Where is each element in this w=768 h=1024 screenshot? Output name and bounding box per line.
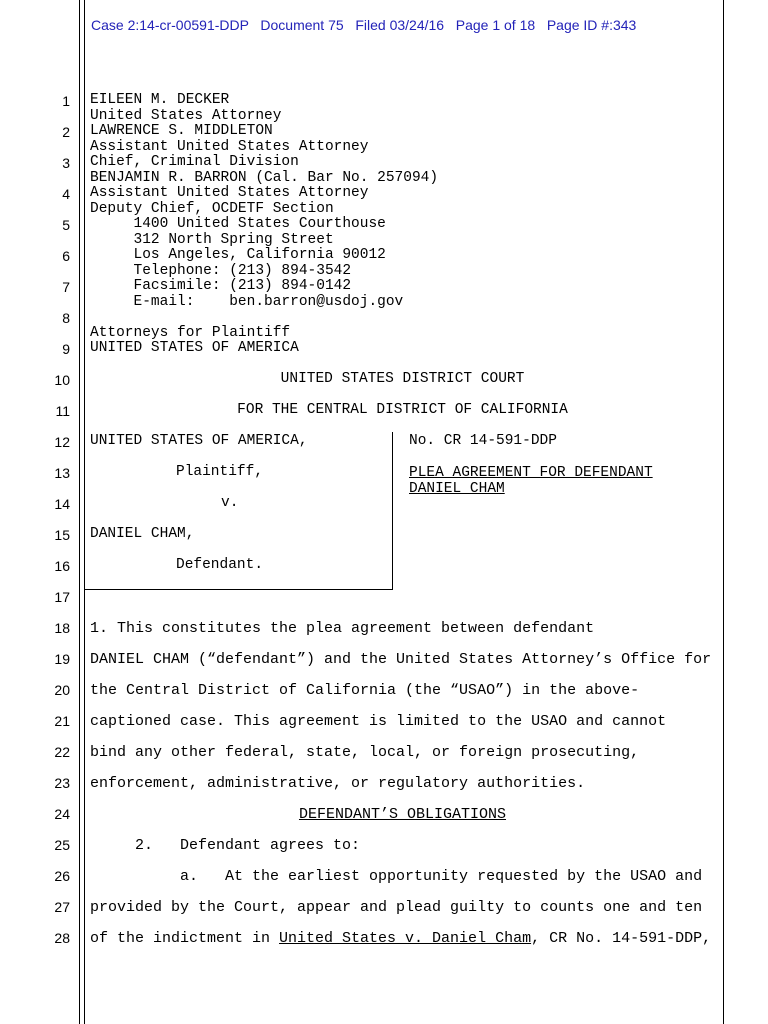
line-number: 3 <box>62 155 70 171</box>
line-number: 7 <box>62 279 70 295</box>
caption-box-right-rule <box>392 432 393 590</box>
attorneys-for-line: Attorneys for Plaintiff <box>90 325 291 341</box>
line-number: 6 <box>62 248 70 264</box>
paragraph-1-line: captioned case. This agreement is limited to the USAO and cannot <box>90 713 667 730</box>
left-margin-rule-inner <box>84 0 85 1024</box>
defendant-name: DANIEL CHAM, <box>90 526 195 542</box>
paragraph-1-line: the Central District of California (the “USAO”) in the above- <box>90 682 640 699</box>
filing-header <box>91 17 636 33</box>
line-number: 12 <box>54 434 70 450</box>
attorney-email-line: E-mail: ben.barron@usdoj.gov <box>90 294 404 310</box>
defendant-role: Defendant. <box>176 557 264 573</box>
paragraph-1-line: enforcement, administrative, or regulatory authorities. <box>90 775 586 792</box>
attorney-line: 312 North Spring Street <box>90 232 334 248</box>
header-case-number: Case 2:14-cr-00591-DDP <box>91 17 249 33</box>
attorney-line: Deputy Chief, OCDETF Section <box>90 201 334 217</box>
line-number: 1 <box>62 93 70 109</box>
line-number: 28 <box>54 930 70 946</box>
line-number: 8 <box>62 310 70 326</box>
line-number: 25 <box>54 837 70 853</box>
line-number: 23 <box>54 775 70 791</box>
line-number: 14 <box>54 496 70 512</box>
paragraph-1-line: DANIEL CHAM (“defendant”) and the United States Attorney’s Office for <box>90 651 712 668</box>
attorney-line: BENJAMIN R. BARRON (Cal. Bar No. 257094) <box>90 170 439 186</box>
paragraph-1-line: bind any other federal, state, local, or foreign prosecuting, <box>90 744 640 761</box>
line-number: 19 <box>54 651 70 667</box>
paragraph-2a-line: provided by the Court, appear and plead guilty to counts one and ten <box>90 899 703 916</box>
attorney-line: Assistant United States Attorney <box>90 139 369 155</box>
versus: v. <box>221 495 239 511</box>
attorney-line: Assistant United States Attorney <box>90 185 369 201</box>
paragraph-2a-text: of the indictment in <box>90 930 280 947</box>
plaintiff-name: UNITED STATES OF AMERICA, <box>90 433 308 449</box>
attorneys-for-party: UNITED STATES OF AMERICA <box>90 340 299 356</box>
line-number: 5 <box>62 217 70 233</box>
court-name: UNITED STATES DISTRICT COURT <box>280 371 525 387</box>
attorney-line: Chief, Criminal Division <box>90 154 299 170</box>
document-title-line-2: DANIEL CHAM <box>409 481 505 497</box>
document-title-line-1: PLEA AGREEMENT FOR DEFENDANT <box>409 465 653 481</box>
header-page-id: Page ID #:343 <box>546 17 637 33</box>
paragraph-2a-text: , CR No. 14-591-DDP, <box>531 930 712 947</box>
attorney-line: 1400 United States Courthouse <box>90 216 386 232</box>
case-citation: United States v. Daniel Cham <box>279 930 532 947</box>
attorney-line: Los Angeles, California 90012 <box>90 247 386 263</box>
line-number: 2 <box>62 124 70 140</box>
section-heading-wrap <box>90 806 715 823</box>
line-number: 11 <box>55 403 70 419</box>
line-number: 18 <box>54 620 70 636</box>
paragraph-1-line: 1. This constitutes the plea agreement between defendant <box>90 620 595 637</box>
attorney-line: Facsimile: (213) 894-0142 <box>90 278 352 294</box>
case-number: No. CR 14-591-DDP <box>409 433 557 449</box>
attorney-line: EILEEN M. DECKER <box>90 92 230 108</box>
line-number: 13 <box>54 465 70 481</box>
line-number: 9 <box>62 341 70 357</box>
attorney-line: Telephone: (213) 894-3542 <box>90 263 352 279</box>
paragraph-2a-line <box>90 930 715 947</box>
section-heading: DEFENDANT’S OBLIGATIONS <box>298 806 507 823</box>
caption-box-bottom-rule <box>85 589 393 590</box>
attorney-line: United States Attorney <box>90 108 282 124</box>
paragraph-2: 2. Defendant agrees to: <box>90 837 361 854</box>
line-number: 10 <box>54 372 70 388</box>
line-number: 22 <box>54 744 70 760</box>
line-number: 24 <box>54 806 70 822</box>
left-margin-rule-outer <box>79 0 80 1024</box>
line-number: 21 <box>54 713 70 729</box>
line-number: 17 <box>54 589 70 605</box>
paragraph-2a-line: a. At the earliest opportunity requested by the USAO and <box>90 868 703 885</box>
line-number: 27 <box>54 899 70 915</box>
line-number: 16 <box>54 558 70 574</box>
attorney-line: LAWRENCE S. MIDDLETON <box>90 123 273 139</box>
plaintiff-role: Plaintiff, <box>176 464 264 480</box>
line-number: 15 <box>54 527 70 543</box>
line-number: 20 <box>54 682 70 698</box>
header-page: Page 1 of 18 <box>455 17 536 33</box>
line-number: 26 <box>54 868 70 884</box>
court-district: FOR THE CENTRAL DISTRICT OF CALIFORNIA <box>237 402 568 418</box>
line-number: 4 <box>62 186 70 202</box>
right-margin-rule <box>723 0 724 1024</box>
header-filed-date: Filed 03/24/16 <box>355 17 445 33</box>
header-document: Document 75 <box>260 17 344 33</box>
